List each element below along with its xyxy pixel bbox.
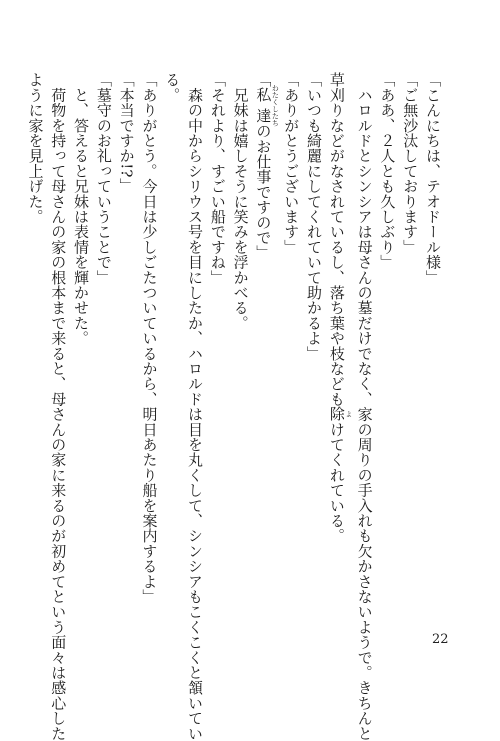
ruby-base: 私達: [254, 84, 273, 127]
text-line-with-ruby: [252, 72, 280, 612]
text-line-with-ruby: [325, 72, 353, 612]
ruby-word: [254, 84, 280, 127]
text-line: ハロルドとシンシアは母さんの墓だけでなく、家の周りの手入れも欠かさないようで。きちんと: [355, 72, 374, 741]
ruby-reading: よ: [344, 406, 353, 422]
text-line: 「いつも綺麗にしてくれていて助かるよ」: [305, 72, 324, 361]
text-line: 「ありがとう。今日は少しごたついているから、明日あたり船を案内するよ」: [140, 72, 159, 604]
ruby-base: 除: [327, 406, 346, 422]
page-number: 22: [432, 632, 449, 647]
ruby-after: けてくれている。: [327, 421, 346, 544]
text-line: 「こんにちは、テオドール様」: [424, 72, 442, 285]
text-line: ように家を見上げた。: [26, 72, 45, 224]
text-line: と、答えると兄妹は表情を輝かせた。: [72, 72, 91, 346]
ruby-word: [327, 406, 353, 422]
text-line: 「本当ですか!?」: [117, 72, 136, 193]
text-line: 兄妹は嬉しそうに笑みを浮かべる。: [231, 72, 250, 331]
ruby-after: のお仕事ですので」: [254, 123, 273, 261]
ruby-before: 「: [254, 72, 273, 88]
ruby-reading: わたくしたち: [271, 84, 280, 127]
text-line: 「墓守のお礼っていうことで」: [94, 72, 113, 285]
text-line: 荷物を持って母さんの家の根本まで来ると、母さんの家に来るのが初めてという面々は感心した: [49, 72, 68, 741]
ruby-before: 草刈りなどがなされているし、落ち葉や枝なども: [327, 72, 346, 407]
text-line: る。: [163, 72, 182, 103]
text-line: 「ご無沙汰しております」: [401, 72, 420, 255]
text-line: 「それより、すごい船ですね」: [208, 72, 227, 285]
text-line: 「ありがとうございます」: [282, 72, 301, 255]
text-line: 森の中からシリウス号を目にしたか、ハロルドは目を丸くして、シンシアもこくこくと頷いてい: [186, 72, 205, 741]
text-line: 「ああ、２人とも久しぶり」: [378, 72, 397, 270]
